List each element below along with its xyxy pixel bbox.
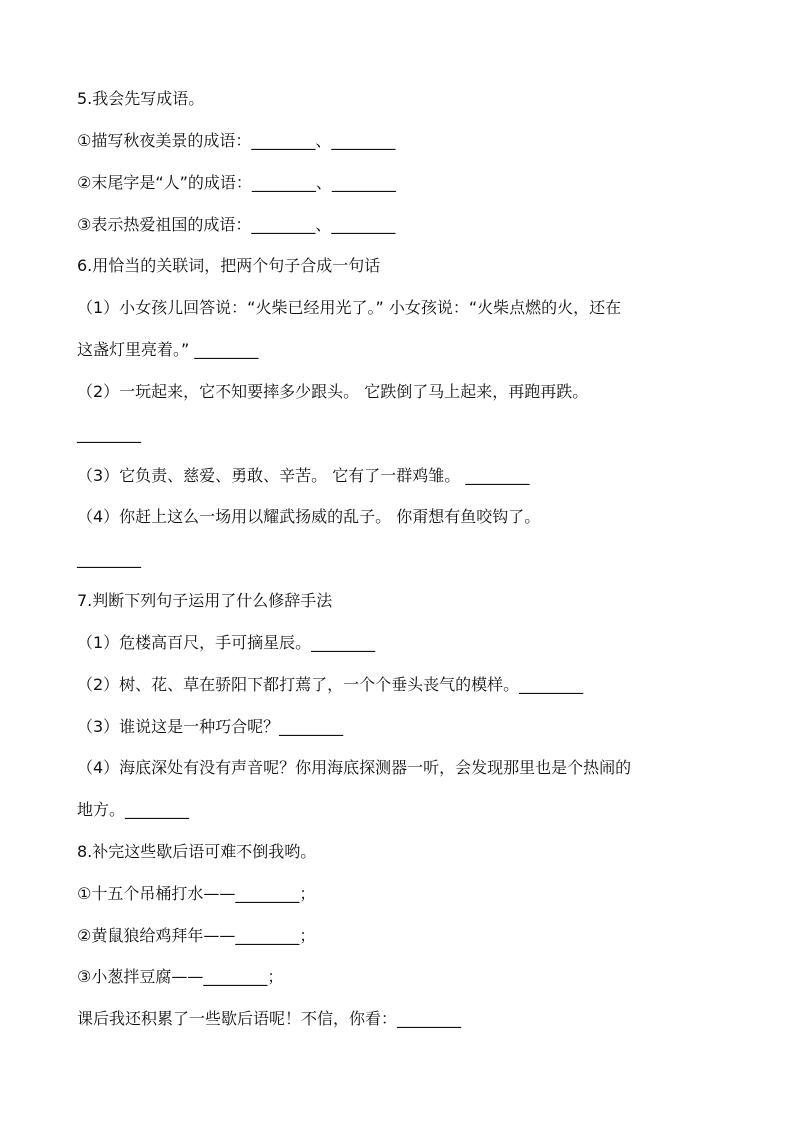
q6-item-1-line-2: 这盏灯里亮着。” ________ [77,340,259,359]
q6-item-3: （3）它负责、慈爱、勇敢、辛苦。 它有了一群鸡雏。 ________ [77,466,530,485]
q5-item-3: ③表示热爱祖国的成语：________、________ [77,215,396,234]
q8-item-1: ①十五个吊桶打水——________； [77,884,316,903]
q6-item-4-line-1: （4）你赶上这么一场用以耀武扬威的乱子。 你甭想有鱼咬钩了。 [77,507,541,526]
q8-item-3: ③小葱拌豆腐——________； [77,967,284,986]
q7-item-4-line-2: 地方。________ [77,800,190,819]
q7-item-2: （2）树、花、草在骄阳下都打蔫了，一个个垂头丧气的模样。________ [77,675,584,694]
q6-item-1-line-1: （1）小女孩儿回答说：“火柴已经用光了。” 小女孩说：“火柴点燃的火，还在 [77,298,622,317]
q7-item-3: （3）谁说这是一种巧合呢？________ [77,717,344,736]
q6-title: 6.用恰当的关联词，把两个句子合成一句话 [77,256,381,275]
q6-item-4-line-2: ________ [77,549,141,568]
q7-item-1: （1）危楼高百尺，手可摘星辰。________ [77,633,376,652]
q5-item-1: ①描写秋夜美景的成语：________、________ [77,131,396,150]
q6-item-2-line-1: （2）一玩起来，它不知要摔多少跟头。 它跌倒了马上起来，再跑再跌。 [77,382,589,401]
q8-extra: 课后我还积累了一些歇后语呢！不信，你看：________ [77,1009,462,1028]
q5-item-2: ②末尾字是“人”的成语：________、________ [77,173,396,192]
q7-title: 7.判断下列句子运用了什么修辞手法 [77,591,333,610]
q7-item-4-line-1: （4）海底深处有没有声音呢？你用海底探测器一听，会发现那里也是个热闹的 [77,758,632,777]
q6-item-2-line-2: ________ [77,424,141,443]
q8-item-2: ②黄鼠狼给鸡拜年——________； [77,926,316,945]
q8-title: 8.补完这些歇后语可难不倒我哟。 [77,842,317,861]
q5-title: 5.我会先写成语。 [77,89,205,108]
